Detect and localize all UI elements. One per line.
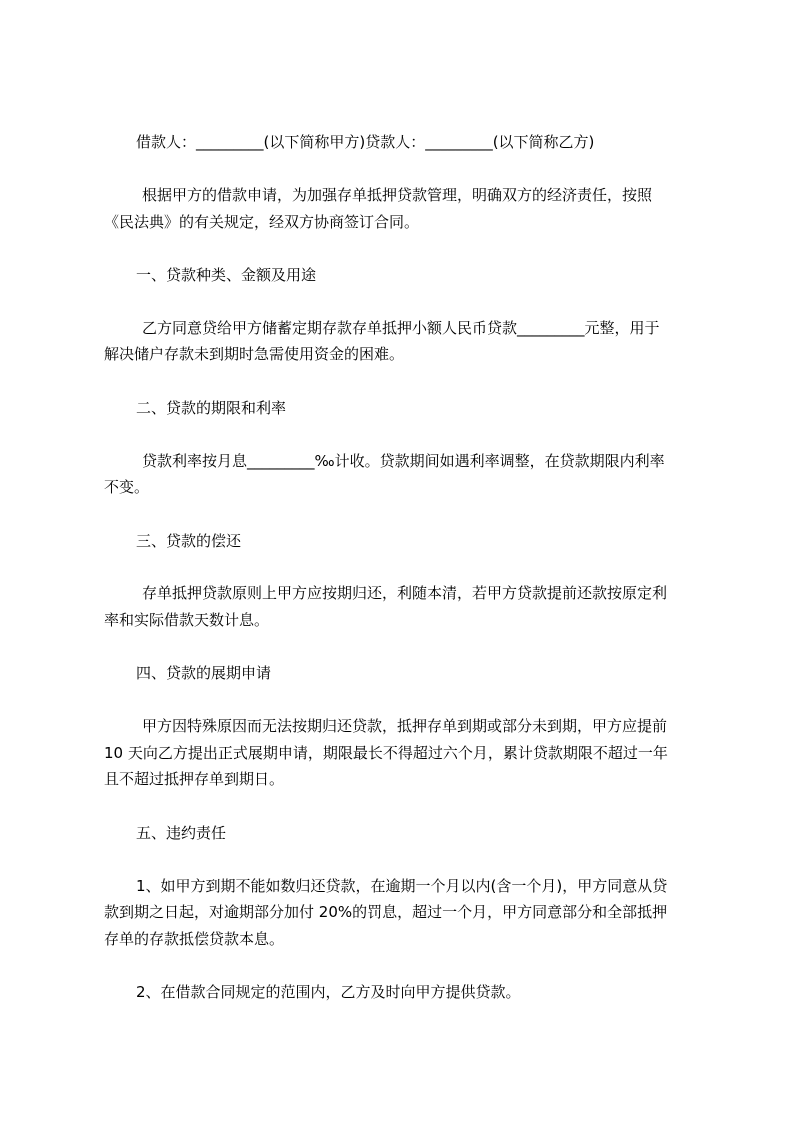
parties-line: 借款人：_________(以下简称甲方)贷款人：_________(以下简称乙方) <box>136 133 595 151</box>
section-3-line-2: 率和实际借款天数计息。 <box>104 611 270 629</box>
intro-line-1: 根据甲方的借款申请，为加强存单抵押贷款管理，明确双方的经济责任，按照 <box>142 186 653 204</box>
section-4-line-2: 10 天向乙方提出正式展期申请，期限最长不得超过六个月，累计贷款期限不超过一年 <box>104 744 668 762</box>
section-2-line-2: 不变。 <box>104 478 150 496</box>
section-3-line-1: 存单抵押贷款原则上甲方应按期归还，利随本清，若甲方贷款提前还款按原定利 <box>142 584 668 602</box>
section-heading-4: 四、贷款的展期申请 <box>136 664 272 682</box>
section-heading-2: 二、贷款的期限和利率 <box>136 399 287 417</box>
intro-line-2: 《民法典》的有关规定，经双方协商签订合同。 <box>104 213 420 231</box>
section-heading-1: 一、贷款种类、金额及用途 <box>136 266 317 284</box>
section-4-line-3: 且不超过抵押存单到期日。 <box>104 770 285 788</box>
item-2-line-1: 2、在借款合同规定的范围内，乙方及时向甲方提供贷款。 <box>136 983 521 1001</box>
section-4-line-1: 甲方因特殊原因而无法按期归还贷款，抵押存单到期或部分未到期，甲方应提前 <box>142 717 668 735</box>
section-2-line-1: 贷款利率按月息_________‰计收。贷款期间如遇利率调整，在贷款期限内利率 <box>142 452 665 470</box>
section-1-line-2: 解决储户存款未到期时急需使用资金的困难。 <box>104 345 405 363</box>
section-1-line-1: 乙方同意贷给甲方储蓄定期存款存单抵押小额人民币贷款_________元整，用于 <box>142 319 660 337</box>
item-1-line-1: 1、如甲方到期不能如数归还贷款，在逾期一个月以内(含一个月)，甲方同意从贷 <box>136 877 668 895</box>
section-heading-3: 三、贷款的偿还 <box>136 532 242 550</box>
section-heading-5: 五、违约责任 <box>136 824 227 842</box>
item-1-line-3: 存单的存款抵偿贷款本息。 <box>104 930 285 948</box>
item-1-line-2: 款到期之日起，对逾期部分加付 20%的罚息，超过一个月，甲方同意部分和全部抵押 <box>104 903 668 921</box>
